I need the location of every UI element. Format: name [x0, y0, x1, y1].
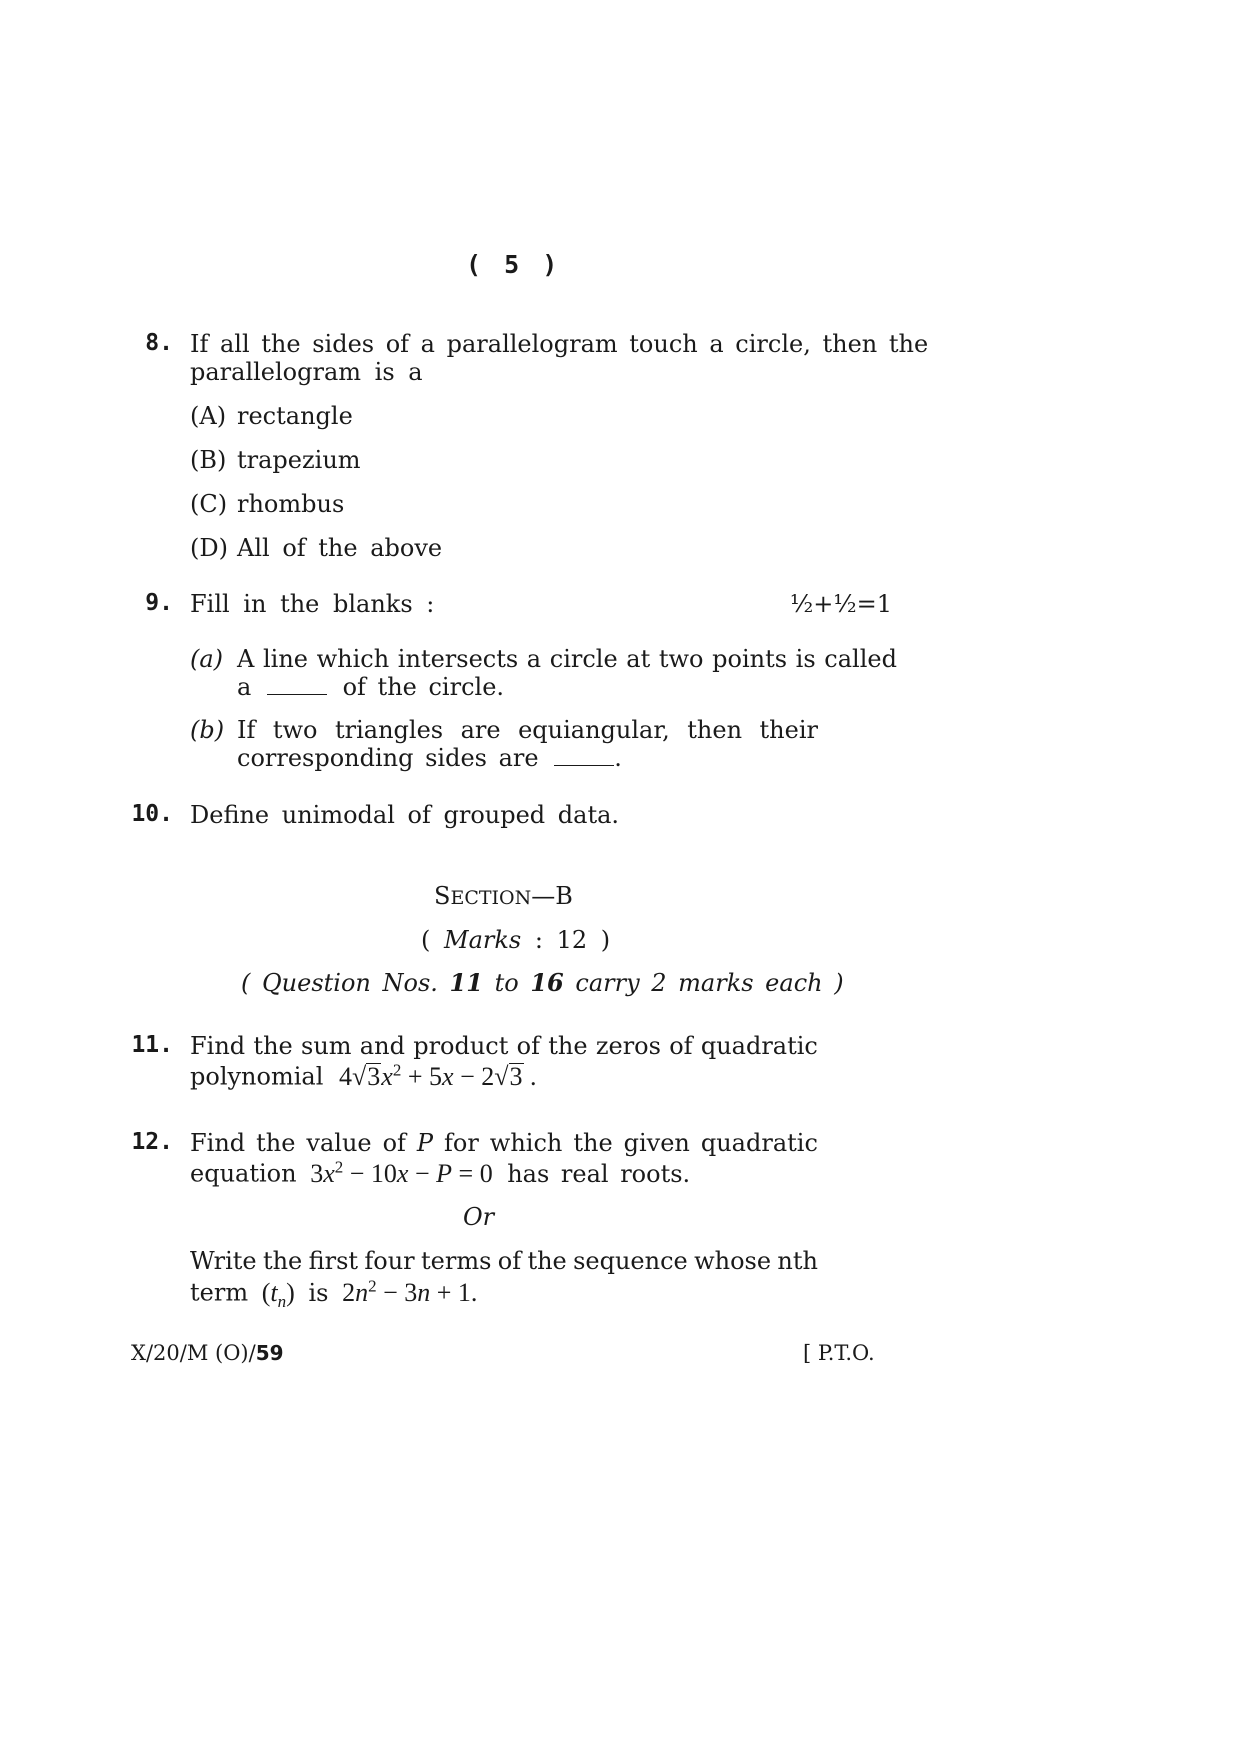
q9b-blank	[554, 747, 614, 766]
q8-option-b-text: trapezium	[237, 446, 361, 474]
q12-word: value	[306, 1129, 372, 1157]
section-title-initial: S	[434, 882, 451, 910]
q11-word: Find	[190, 1032, 246, 1060]
q12-word: given	[623, 1129, 690, 1157]
section-note-e: carry 2 marks each )	[575, 969, 844, 997]
q11-word: zeros	[595, 1032, 661, 1060]
section-note-b: 11	[449, 968, 483, 997]
q9-marks: ½+½=1	[790, 590, 893, 618]
q12-exp: 2	[334, 1157, 344, 1176]
q12-alt-end: .	[470, 1277, 478, 1307]
q12-equation	[310, 1159, 499, 1188]
q8-option-b-label: (B)	[190, 446, 227, 474]
q9b-word: are	[460, 716, 501, 744]
q11-term2: + 5	[401, 1061, 443, 1091]
q12-coef-a: 3	[310, 1158, 324, 1188]
q12-alt-word: terms	[421, 1247, 492, 1275]
q12-line2	[190, 1157, 690, 1189]
q9a-label: (a)	[190, 645, 224, 673]
q11-word: quadratic	[700, 1032, 818, 1060]
q12-alt-sub: n	[277, 1291, 287, 1311]
section-marks	[421, 926, 610, 954]
q12-word: Find	[190, 1129, 246, 1157]
q9b-word: their	[759, 716, 818, 744]
q11-word: and	[359, 1032, 405, 1060]
section-title-suffix: —B	[531, 882, 573, 910]
q12-or: Or	[463, 1203, 495, 1231]
q11-line2	[190, 1060, 537, 1092]
q11-word: the	[253, 1032, 293, 1060]
q12-alt-word: the	[262, 1247, 303, 1275]
q11-word: the	[548, 1032, 588, 1060]
q11-end: .	[523, 1061, 537, 1091]
q12-alt-is: is	[308, 1278, 329, 1307]
q12-var2: x	[396, 1158, 409, 1188]
q9a-line2-post: of the circle.	[342, 673, 505, 701]
q11-term3: − 2	[453, 1061, 495, 1091]
q12-alt-expression	[342, 1278, 477, 1307]
q8-option-b	[190, 446, 361, 474]
q12-alt-t: t	[270, 1277, 278, 1307]
q9-text: Fill in the blanks :	[190, 590, 435, 618]
q12-word: the	[573, 1129, 613, 1157]
q12-alt-line2-pre: term	[190, 1278, 249, 1307]
q8-line1	[190, 330, 929, 358]
q9b-word: then	[687, 716, 743, 744]
q8-option-a-text: rectangle	[237, 402, 353, 430]
q11-root2: 3	[509, 1061, 523, 1091]
q8-option-c	[190, 490, 344, 518]
page-number: ( 5 )	[466, 250, 562, 279]
q9b-word: If	[237, 716, 256, 744]
q12-alt-word: Write	[190, 1247, 257, 1275]
q8-line2: parallelogram is a	[190, 358, 423, 386]
q12-number: 12.	[131, 1129, 173, 1155]
q11-polynomial	[339, 1062, 537, 1091]
q12-alt-word: four	[364, 1247, 415, 1275]
q12-line2-post: has real roots.	[507, 1159, 691, 1188]
q11-word: sum	[301, 1032, 352, 1060]
section-marks-value: : 12	[534, 926, 588, 954]
q12-alt-c: + 1	[430, 1277, 471, 1307]
q9b-line1	[237, 716, 818, 744]
q11-word: product	[413, 1032, 509, 1060]
q11-word: of	[669, 1032, 693, 1060]
section-marks-word: Marks	[444, 926, 522, 954]
q11-line1	[190, 1032, 818, 1060]
section-title-rest: ECTION	[450, 887, 532, 909]
footer-code	[131, 1341, 284, 1365]
q8-line1-text: If all the sides of a parallelogram touch a circle, then the	[190, 330, 929, 358]
q9a-blank	[267, 676, 327, 695]
q11-number: 11.	[131, 1032, 173, 1058]
q11-exp1: 2	[392, 1060, 402, 1079]
q12-alt-word: nth	[777, 1247, 818, 1275]
q8-option-a-label: (A)	[190, 402, 227, 430]
q12-alt-word: first	[308, 1247, 359, 1275]
section-note-a: ( Question Nos.	[241, 969, 438, 997]
section-marks-close: )	[600, 926, 611, 954]
q9b-word: equiangular,	[518, 716, 670, 744]
q8-option-c-label: (C)	[190, 490, 228, 518]
q12-alt-word: whose	[694, 1247, 772, 1275]
q12-alt-word: of	[497, 1247, 522, 1275]
q12-alt-word: sequence	[573, 1247, 688, 1275]
q9b-line2-pre: corresponding sides are	[237, 744, 539, 772]
q9b-label: (b)	[190, 716, 225, 744]
section-note	[241, 968, 844, 997]
footer-code-prefix: X/20/M (O)/	[131, 1341, 256, 1365]
q12-var: x	[323, 1158, 335, 1188]
q9-number: 9.	[145, 590, 173, 616]
q8-option-d	[190, 534, 442, 562]
q11-radical-sign: √	[494, 1061, 509, 1091]
q11-var1: x	[381, 1061, 393, 1091]
q8-option-c-text: rhombus	[237, 490, 345, 518]
section-title	[434, 882, 573, 910]
q11-line2-pre: polynomial	[190, 1062, 324, 1091]
section-marks-open: (	[421, 926, 431, 954]
q12-coef-b: − 10	[343, 1158, 397, 1188]
q11-coef1: 4	[339, 1061, 353, 1091]
q8-option-d-label: (D)	[190, 534, 228, 562]
q12-alt-tn: $(t_n)$	[261, 1277, 295, 1311]
q12-word: quadratic	[700, 1129, 818, 1157]
q12-alt-line1	[190, 1247, 818, 1275]
q11-root1: 3	[367, 1061, 381, 1091]
q9a-line1: A line which intersects a circle at two points is called	[237, 645, 897, 673]
q9b-line2	[237, 744, 622, 772]
q12-word: for	[444, 1129, 479, 1157]
q12-alt-coef: 2	[342, 1277, 356, 1307]
q8-number: 8.	[145, 330, 173, 356]
footer-code-bold: 59	[255, 1341, 284, 1365]
q12-alt-b: − 3	[376, 1277, 418, 1307]
q12-alt-line2	[190, 1276, 477, 1312]
section-note-d: 16	[530, 968, 564, 997]
q8-option-a	[190, 402, 353, 430]
q12-line1	[190, 1129, 818, 1157]
q10-text: Define unimodal of grouped data.	[190, 801, 620, 829]
q12-alt-n1: n	[355, 1277, 369, 1307]
q9b-word: triangles	[334, 716, 444, 744]
section-note-c: to	[494, 969, 519, 997]
q12-alt-word: the	[527, 1247, 567, 1275]
q12-alt-exp: 2	[368, 1276, 377, 1295]
q12-word: the	[256, 1129, 296, 1157]
q12-line2-pre: equation	[190, 1159, 297, 1188]
q12-p: P	[436, 1158, 453, 1188]
q8-option-d-text: All of the above	[237, 534, 443, 562]
q12-word: of	[382, 1129, 406, 1157]
q11-word: of	[516, 1032, 541, 1060]
q12-word-p: P	[416, 1129, 434, 1157]
q9b-word: two	[272, 716, 318, 744]
q12-word: which	[489, 1129, 563, 1157]
q12-alt-n2: n	[417, 1277, 431, 1307]
q9a-line2	[237, 673, 504, 701]
q11-radical-sign: √	[352, 1061, 367, 1091]
q9b-line2-post: .	[614, 744, 622, 772]
q12-minus: −	[408, 1158, 437, 1188]
q9a-line2-pre: a	[237, 673, 252, 701]
footer-pto: [ P.T.O.	[803, 1341, 875, 1365]
q12-equals: = 0	[452, 1158, 493, 1188]
q10-number: 10.	[131, 801, 173, 827]
q11-var2: x	[442, 1061, 454, 1091]
